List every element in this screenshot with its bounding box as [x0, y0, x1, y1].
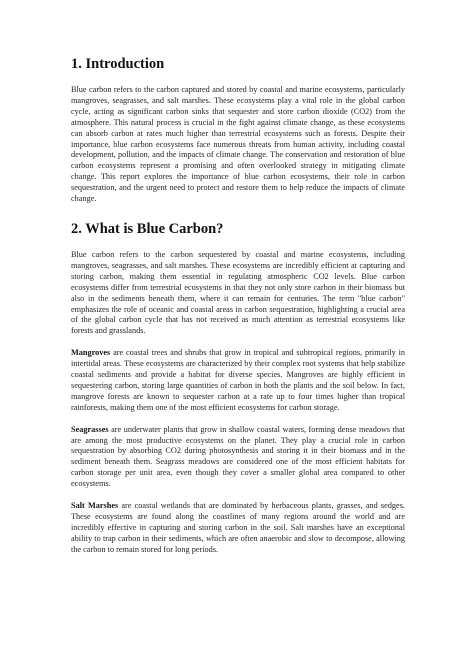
seagrasses-description: are underwater plants that grow in shallow coastal waters, forming dense meadows that are among the most productive ecosystems on the planet. They play a crucial role in carbon sequestration by absorbing CO2 during photosynthesis and storing it in their biomass and in the sediment beneath them. Seagrass meadows are considered one of the most efficient habitats for carbon storage per unit area, even though they cover a smaller global area compared to other ecosystems.: [71, 424, 405, 489]
salt-marshes-description: are coastal wetlands that are dominated by herbaceous plants, grasses, and sedges. These ecosystems are found along the coastlines of many regions around the world and are incredibly effective in capturing and storing carbon in the soil. Salt marshes have an exceptional ability to trap carbon in their sediments, which are often anaerobic and slow to decompose, allowing the carbon to remain stored for long periods.: [71, 501, 405, 554]
salt-marshes-term: Salt Marshes: [71, 501, 119, 511]
introduction-paragraph: Blue carbon refers to the carbon captured and stored by coastal and marine ecosystems, particularly mangroves, seagrasses, and salt marshes. These ecosystems play a vital role in the global carbon cycle, acting as significant carbon sinks that sequester and store carbon dioxide (CO2) from the atmosphere. This natural process is crucial in the fight against climate change, as these ecosystems can absorb carbon at rates much higher than terrestrial ecosystems such as forests. Despite their importance, blue carbon ecosystems face numerous threats from human activity, including coastal development, pollution, and the impacts of climate change. The conservation and restoration of blue carbon ecosystems represent a promising and often overlooked strategy in mitigating climate change. This report explores the importance of blue carbon ecosystems, their role in carbon sequestration, and the urgent need to protect and restore them to help reduce the impacts of climate change.: [71, 85, 405, 204]
mangroves-description: are coastal trees and shrubs that grow in tropical and subtropical regions, primarily in intertidal areas. These ecosystems are characterized by their complex root systems that help stabilize coastal sediments and provide a habitat for diverse species. Mangroves are highly efficient in sequestering carbon, storing large quantities of carbon in both the plants and the soil below. In fact, mangrove forests are known to sequester carbon at a rate up to four times higher than tropical rainforests, making them one of the most efficient ecosystems for carbon storage.: [71, 348, 405, 412]
mangroves-paragraph: [71, 348, 405, 413]
mangroves-term: Mangroves: [71, 348, 111, 358]
salt-marshes-paragraph: [71, 501, 405, 556]
blue-carbon-definition-paragraph: Blue carbon refers to the carbon sequestered by coastal and marine ecosystems, including mangroves, seagrasses, and salt marshes. These ecosystems are incredibly efficient at capturing and storing carbon, making them essential in regulating atmospheric CO2 levels. Blue carbon ecosystems differ from terrestrial ecosystems in that they not only store carbon in their biomass but also in the sediments beneath them, where it can remain for centuries. The term "blue carbon" emphasizes the role of oceanic and coastal areas in carbon sequestration, highlighting a crucial area of the global carbon cycle that has not received as much attention as terrestrial ecosystems like forests and grasslands.: [71, 249, 405, 336]
section-heading-what-is-blue-carbon: 2. What is Blue Carbon?: [71, 220, 224, 237]
seagrasses-term: Seagrasses: [71, 424, 109, 434]
section-heading-introduction: 1. Introduction: [71, 56, 165, 72]
seagrasses-paragraph: [71, 425, 405, 490]
